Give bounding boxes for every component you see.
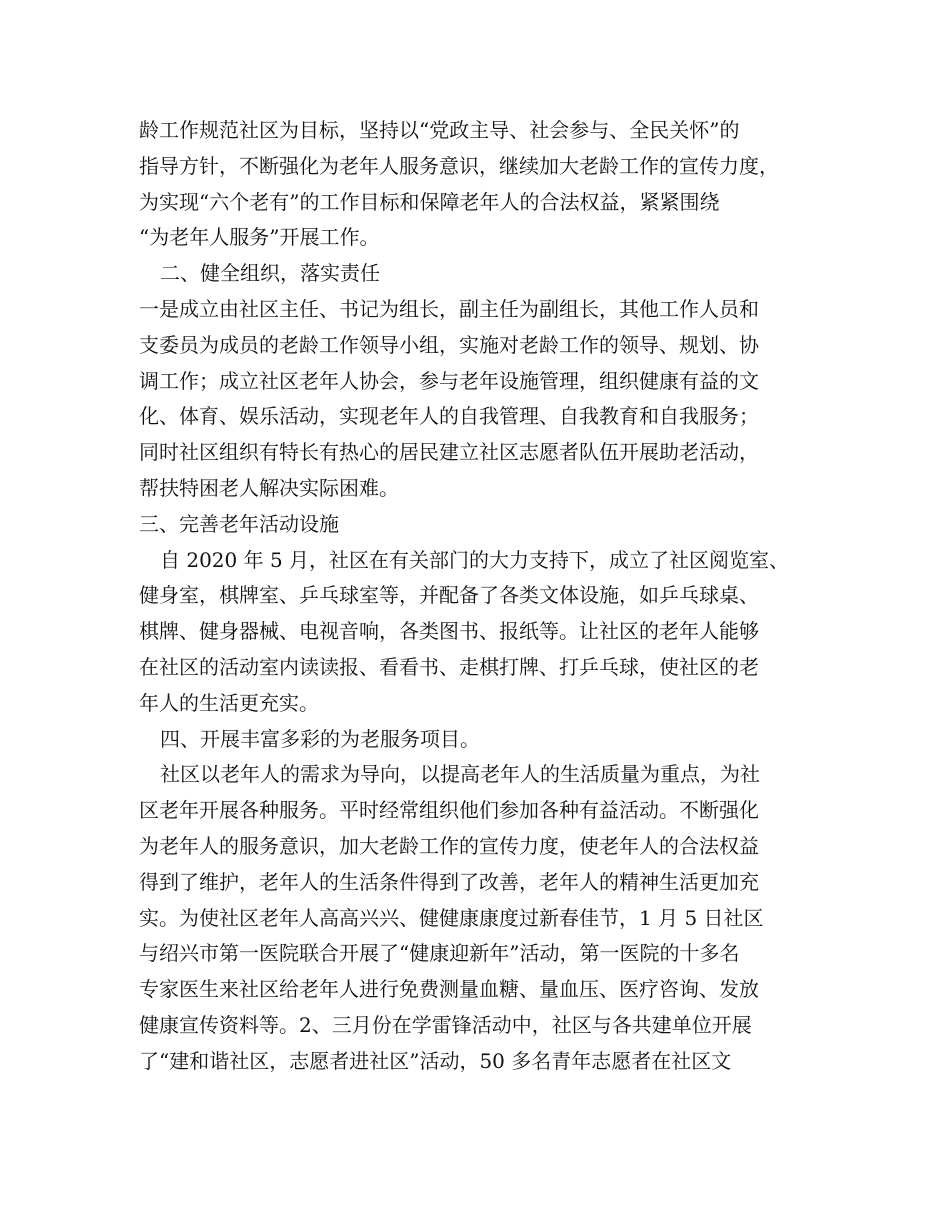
- text-line: 帮扶特困老人解决实际困难。: [139, 475, 399, 500]
- text-line: 指导方针，不断强化为老年人服务意识，继续加大老龄工作的宣传力度，: [139, 153, 779, 178]
- document-body: [139, 113, 829, 1080]
- text-line: 专家医生来社区给老年人进行免费测量血糖、量血压、医疗咨询、发放: [139, 977, 759, 1002]
- text-line: 四、开展丰富多彩的为老服务项目。: [160, 726, 480, 751]
- text-line: 自 2020 年 5 月，社区在有关部门的大力支持下，成立了社区阅览室、: [160, 547, 790, 572]
- text-line: 区老年开展各种服务。平时经常组织他们参加各种有益活动。不断强化: [139, 798, 759, 823]
- text-line: 健身室，棋牌室、乒乓球室等，并配备了各类文体设施，如乒乓球桌、: [139, 583, 759, 608]
- text-line: 为老年人的服务意识，加大老龄工作的宣传力度，使老年人的合法权益: [139, 833, 759, 858]
- text-line: 龄工作规范社区为目标，坚持以“党政主导、社会参与、全民关怀”的: [139, 118, 740, 142]
- text-line: 为实现“六个老有”的工作目标和保障老年人的合法权益，紧紧围绕: [139, 189, 720, 214]
- text-line: 健康宣传资料等。2、三月份在学雷锋活动中，社区与各共建单位开展: [139, 1012, 752, 1037]
- text-line: “为老年人服务”开展工作。: [139, 225, 380, 250]
- text-line: 一是成立由社区主任、书记为组长，副主任为副组长，其他工作人员和: [139, 296, 759, 321]
- text-line: 实。为使社区老年人高高兴兴、健健康康度过新春佳节，1 月 5 日社区: [139, 905, 764, 930]
- text-line: 二、健全组织，落实责任: [160, 261, 380, 286]
- text-line: 与绍兴市第一医院联合开展了“健康迎新年”活动，第一医院的十多名: [139, 941, 740, 966]
- text-line: 社区以老年人的需求为导向，以提高老年人的生活质量为重点，为社: [160, 762, 760, 787]
- text-line: 得到了维护，老年人的生活条件得到了改善，老年人的精神生活更加充: [139, 869, 759, 894]
- text-line: 了“建和谐社区，志愿者进社区”活动，50 多名青年志愿者在社区文: [139, 1048, 732, 1073]
- text-line: 调工作；成立社区老年人协会，参与老年设施管理，组织健康有益的文: [139, 368, 759, 393]
- text-line: 三、完善老年活动设施: [139, 511, 339, 536]
- text-line: 年人的生活更充实。: [139, 690, 319, 715]
- text-line: 支委员为成员的老龄工作领导小组，实施对老龄工作的领导、规划、协: [139, 332, 759, 357]
- text-line: 在社区的活动室内读读报、看看书、走棋打牌、打乒乓球，使社区的老: [139, 654, 759, 679]
- text-line: 化、体育、娱乐活动，实现老年人的自我管理、自我教育和自我服务；: [139, 404, 759, 429]
- text-line: 棋牌、健身器械、电视音响，各类图书、报纸等。让社区的老年人能够: [139, 619, 759, 644]
- text-line: 同时社区组织有特长有热心的居民建立社区志愿者队伍开展助老活动，: [139, 440, 759, 465]
